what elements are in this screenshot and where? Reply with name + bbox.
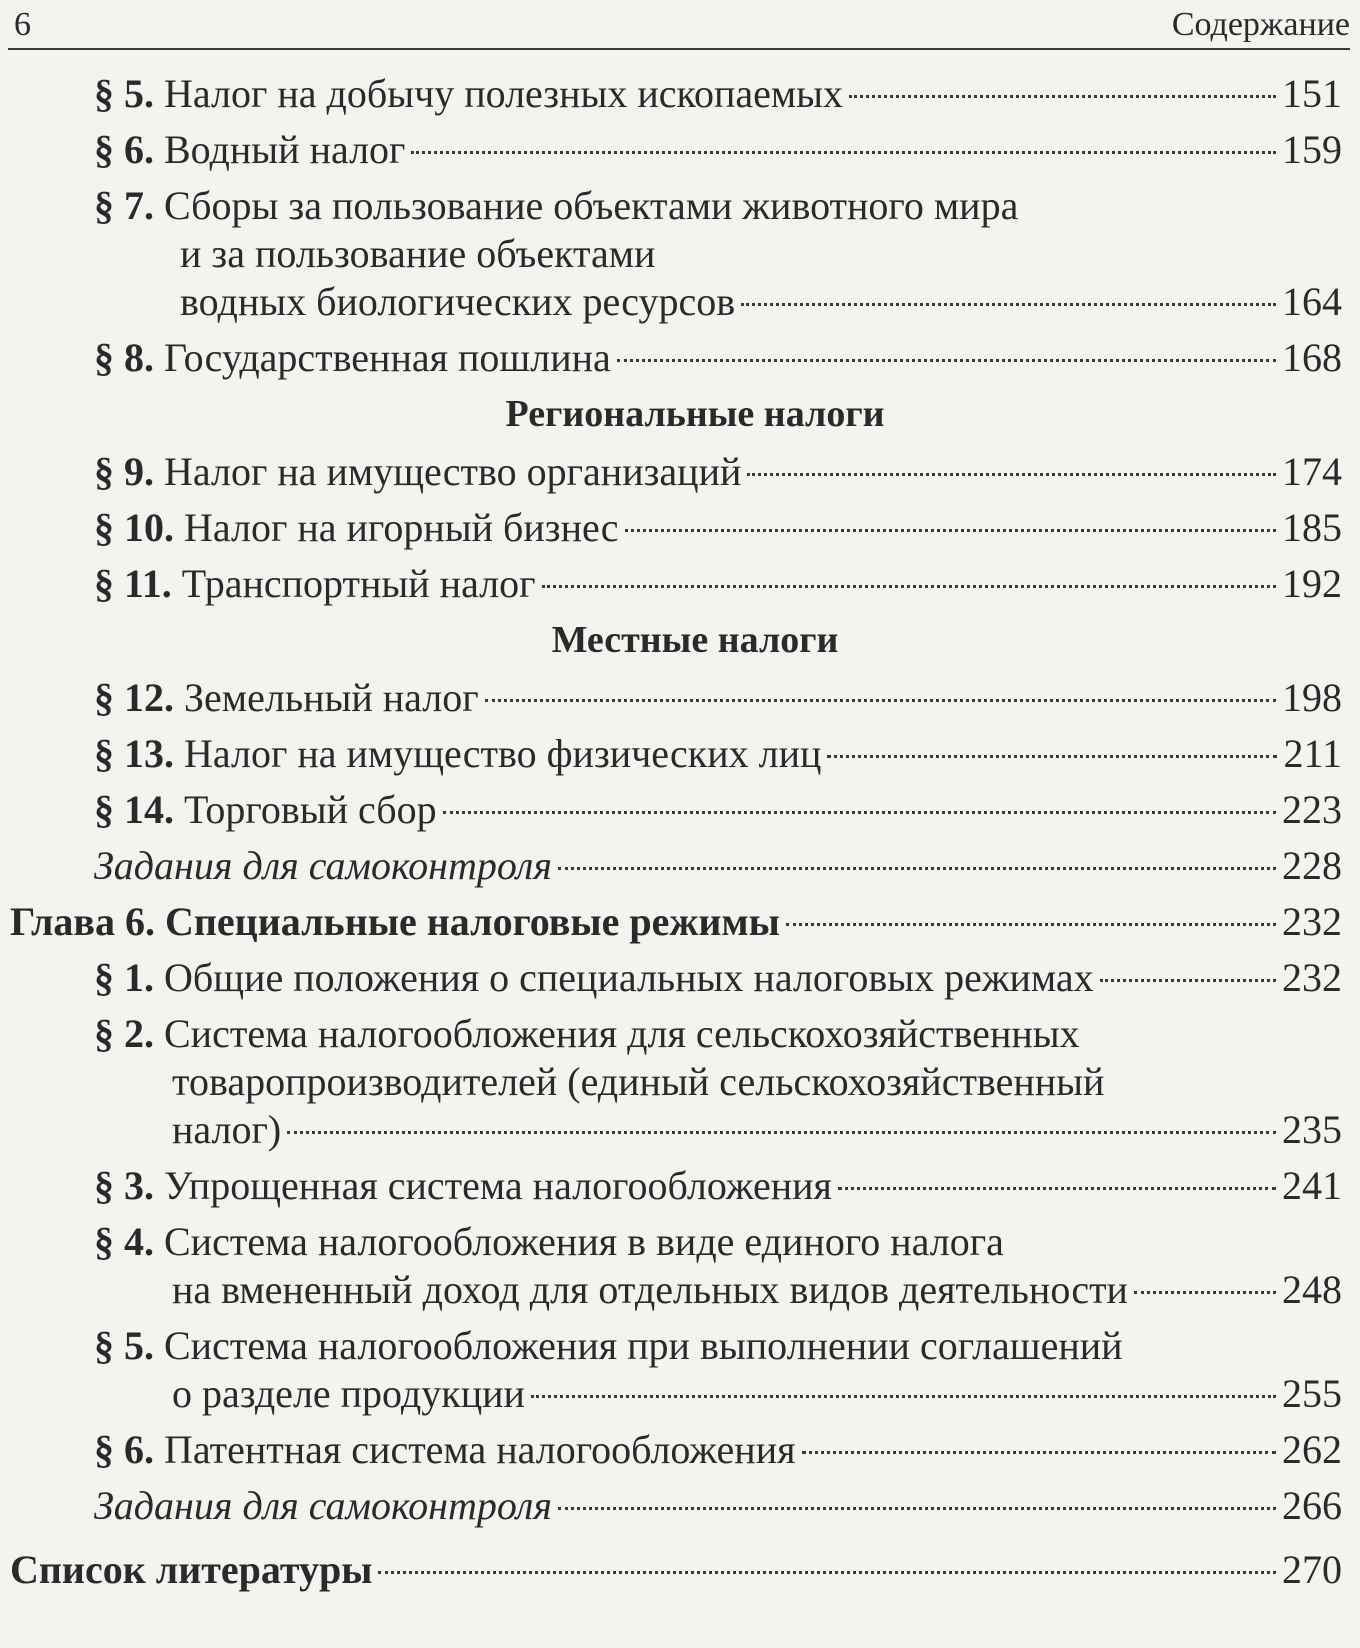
dot-leader bbox=[838, 1187, 1276, 1190]
dot-leader bbox=[558, 867, 1276, 870]
entry-title: Сборы за пользование объектами животного мира bbox=[164, 183, 1019, 228]
toc-entry[interactable] bbox=[0, 126, 1360, 174]
toc-chapter-entry[interactable] bbox=[0, 1546, 1360, 1594]
page-ref: 270 bbox=[1282, 1547, 1342, 1592]
page-ref: 198 bbox=[1282, 675, 1342, 720]
page-ref: 228 bbox=[1282, 843, 1342, 888]
dot-leader bbox=[287, 1131, 1276, 1134]
toc-entry[interactable] bbox=[0, 334, 1360, 382]
section-number: § 1. bbox=[94, 955, 154, 1000]
dot-leader bbox=[1134, 1291, 1276, 1294]
table-of-contents bbox=[0, 70, 1360, 1602]
entry-title: Водный налог bbox=[164, 127, 406, 172]
section-number: § 6. bbox=[94, 127, 154, 172]
page-ref: 185 bbox=[1282, 505, 1342, 550]
toc-entry[interactable] bbox=[0, 1218, 1360, 1314]
dot-leader bbox=[786, 923, 1276, 926]
toc-entry[interactable] bbox=[0, 1010, 1360, 1154]
entry-title: Общие положения о специальных налоговых режимах bbox=[164, 955, 1094, 1000]
page-ref: 168 bbox=[1282, 335, 1342, 380]
entry-title: Налог на добычу полезных ископаемых bbox=[164, 71, 844, 116]
section-number: § 11. bbox=[94, 561, 172, 606]
entry-title-continued: налог) bbox=[172, 1107, 282, 1152]
entry-title: Упрощенная система налогообложения bbox=[164, 1163, 832, 1208]
dot-leader bbox=[747, 473, 1276, 476]
page-ref: 232 bbox=[1282, 955, 1342, 1000]
section-number: § 7. bbox=[94, 183, 154, 228]
running-title: Содержание bbox=[1171, 6, 1350, 43]
entry-title: Система налогообложения при выполнении соглашений bbox=[164, 1323, 1123, 1368]
dot-leader bbox=[411, 151, 1276, 154]
dot-leader bbox=[531, 1395, 1276, 1398]
toc-entry[interactable] bbox=[0, 954, 1360, 1002]
section-number: § 5. bbox=[94, 1323, 154, 1368]
entry-title: Система налогообложения для сельскохозяйственных bbox=[164, 1011, 1080, 1056]
toc-entry[interactable] bbox=[0, 448, 1360, 496]
page-ref: 235 bbox=[1282, 1107, 1342, 1152]
toc-entry[interactable] bbox=[0, 504, 1360, 552]
section-number: § 13. bbox=[94, 731, 174, 776]
page-number: 6 bbox=[14, 6, 31, 43]
section-number: § 6. bbox=[94, 1427, 154, 1472]
entry-title: Патентная система налогообложения bbox=[164, 1427, 796, 1472]
toc-entry[interactable] bbox=[0, 1426, 1360, 1474]
toc-entry[interactable] bbox=[0, 182, 1360, 326]
entry-title: Налог на игорный бизнес bbox=[184, 505, 619, 550]
dot-leader bbox=[617, 359, 1276, 362]
page-ref: 223 bbox=[1282, 787, 1342, 832]
toc-entry[interactable] bbox=[0, 560, 1360, 608]
subheading-local: Местные налоги bbox=[551, 619, 839, 661]
page-ref: 174 bbox=[1282, 449, 1342, 494]
toc-entry[interactable] bbox=[0, 730, 1360, 778]
entry-title: Налог на имущество физических лиц bbox=[184, 731, 822, 776]
page-ref: 241 bbox=[1282, 1163, 1342, 1208]
entry-title: Система налогообложения в виде единого налога bbox=[164, 1219, 1004, 1264]
entry-title: Задания для самоконтроля bbox=[94, 1483, 552, 1528]
section-number: § 10. bbox=[94, 505, 174, 550]
section-number: § 4. bbox=[94, 1219, 154, 1264]
dot-leader bbox=[849, 95, 1276, 98]
toc-entry[interactable] bbox=[0, 1162, 1360, 1210]
page-ref: 255 bbox=[1282, 1371, 1342, 1416]
dot-leader bbox=[443, 811, 1276, 814]
entry-title: Государственная пошлина bbox=[164, 335, 611, 380]
section-number: § 14. bbox=[94, 787, 174, 832]
entry-title: Торговый сбор bbox=[184, 787, 437, 832]
toc-entry[interactable] bbox=[0, 842, 1360, 890]
dot-leader bbox=[542, 585, 1276, 588]
section-number: § 12. bbox=[94, 675, 174, 720]
chapter-title: Глава 6. Специальные налоговые режимы bbox=[10, 899, 780, 944]
dot-leader bbox=[741, 303, 1276, 306]
toc-entry[interactable] bbox=[0, 70, 1360, 118]
section-number: § 8. bbox=[94, 335, 154, 380]
page-ref: 232 bbox=[1282, 899, 1342, 944]
dot-leader bbox=[558, 1507, 1276, 1510]
subheading-regional: Региональные налоги bbox=[505, 393, 885, 435]
section-number: § 9. bbox=[94, 449, 154, 494]
page-ref: 151 bbox=[1282, 71, 1342, 116]
entry-title: Земельный налог bbox=[184, 675, 479, 720]
dot-leader bbox=[1100, 979, 1276, 982]
section-number: § 2. bbox=[94, 1011, 154, 1056]
page-ref: 211 bbox=[1283, 731, 1342, 776]
dot-leader bbox=[802, 1451, 1276, 1454]
toc-entry[interactable] bbox=[0, 786, 1360, 834]
section-number: § 3. bbox=[94, 1163, 154, 1208]
toc-entry[interactable] bbox=[0, 1322, 1360, 1418]
section-number: § 5. bbox=[94, 71, 154, 116]
toc-entry[interactable] bbox=[0, 674, 1360, 722]
entry-title-continued: о разделе продукции bbox=[172, 1371, 525, 1416]
dot-leader bbox=[625, 529, 1277, 532]
page-header bbox=[8, 2, 1350, 50]
dot-leader bbox=[485, 699, 1276, 702]
dot-leader bbox=[827, 755, 1277, 758]
dot-leader bbox=[378, 1571, 1276, 1574]
entry-title: Транспортный налог bbox=[181, 561, 536, 606]
toc-entry[interactable] bbox=[0, 1482, 1360, 1530]
entry-title-continued: товаропроизводителей (единый сельскохозяйственный bbox=[172, 1059, 1105, 1104]
entry-title: Налог на имущество организаций bbox=[164, 449, 742, 494]
page-ref: 248 bbox=[1282, 1267, 1342, 1312]
entry-title-continued: на вмененный доход для отдельных видов деятельности bbox=[172, 1267, 1128, 1312]
toc-chapter-entry[interactable] bbox=[0, 898, 1360, 946]
entry-title: Задания для самоконтроля bbox=[94, 843, 552, 888]
entry-title-continued: и за пользование объектами bbox=[180, 231, 656, 276]
chapter-title: Список литературы bbox=[10, 1547, 373, 1592]
page-ref: 266 bbox=[1282, 1483, 1342, 1528]
page-ref: 262 bbox=[1282, 1427, 1342, 1472]
entry-title-continued: водных биологических ресурсов bbox=[180, 279, 736, 324]
page-ref: 164 bbox=[1282, 279, 1342, 324]
page-ref: 159 bbox=[1282, 127, 1342, 172]
page-ref: 192 bbox=[1282, 561, 1342, 606]
